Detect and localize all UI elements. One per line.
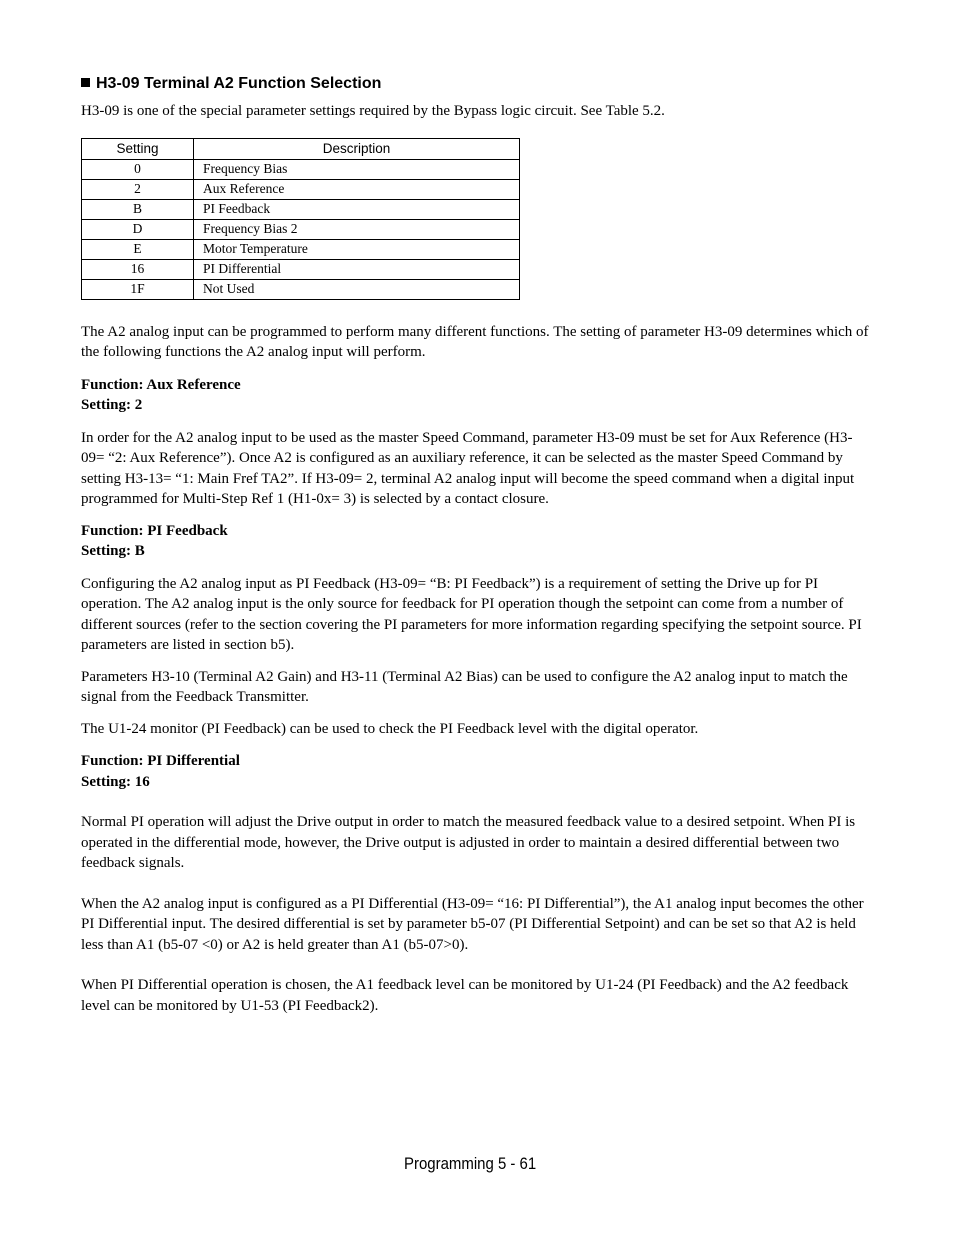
- table-header-row: [82, 138, 520, 159]
- setting-cell: D: [82, 219, 194, 239]
- section-title: H3-09 Terminal A2 Function Selection: [96, 75, 382, 92]
- table-row: [82, 199, 520, 219]
- description-cell: PI Differential: [194, 259, 520, 279]
- description-cell: Aux Reference: [194, 179, 520, 199]
- description-cell: Not Used: [194, 279, 520, 299]
- pi-feedback-paragraph-3: The U1-24 monitor (PI Feedback) can be used to check the PI Feedback level with the digital operator.: [81, 720, 699, 737]
- table-row: [82, 219, 520, 239]
- function-label-pi-differential: Function: PI Differential: [81, 753, 240, 769]
- setting-cell: 0: [82, 159, 194, 179]
- table-row: [82, 179, 520, 199]
- header-setting: Setting: [82, 138, 194, 159]
- table-row: [82, 239, 520, 259]
- aux-reference-paragraph: In order for the A2 analog input to be used as the master Speed Command, parameter H3-09 must be set for Aux Reference (H3-09= “2: Aux Reference”). Once A2 is configured as an auxiliary reference, it can be selected as the master Speed Command by setting H3-13= “1: Main Fref TA2”. If H3-09= 2, terminal A2 analog input will become the speed command when a digital input programmed for Multi-Step Ref 1 (H1-0x= 3) is selected by a contact closure.: [81, 429, 855, 507]
- page-footer: Programming 5 - 61: [404, 1154, 537, 1173]
- pi-feedback-paragraph-2: Parameters H3-10 (Terminal A2 Gain) and H3-11 (Terminal A2 Bias) can be used to configure the A2 analog input to match the signal from the Feedback Transmitter.: [81, 668, 848, 705]
- description-cell: Frequency Bias: [194, 159, 520, 179]
- setting-cell: 16: [82, 259, 194, 279]
- header-description: Description: [194, 138, 520, 159]
- description-cell: Frequency Bias 2: [194, 219, 520, 239]
- setting-label-aux-reference: Setting: 2: [81, 397, 143, 413]
- table-row: [82, 259, 520, 279]
- description-cell: PI Feedback: [194, 199, 520, 219]
- function-label-aux-reference: Function: Aux Reference: [81, 376, 241, 393]
- setting-cell: E: [82, 239, 194, 259]
- square-bullet-icon: [81, 78, 90, 87]
- description-cell: Motor Temperature: [194, 239, 520, 259]
- table-row: [82, 279, 520, 299]
- pi-feedback-paragraph-1: Configuring the A2 analog input as PI Feedback (H3-09= “B: PI Feedback”) is a requirement of setting the Drive up for PI operation. The A2 analog input is the only source for feedback for PI operation though the setpoint can come from a number of different sources (refer to the section covering the PI parameters for more information regarding specifying the setpoint source. PI parameters are listed in section b5).: [81, 575, 862, 653]
- setting-label-pi-differential: Setting: 16: [81, 773, 150, 790]
- pi-differential-paragraph-1: Normal PI operation will adjust the Drive output in order to match the measured feedback value to a desired setpoint. When PI is operated in the differential mode, however, the Drive output is adjusted in order to maintain a desired differential between two feedback signals.: [81, 814, 856, 871]
- settings-table: [81, 138, 520, 300]
- intro-paragraph: H3-09 is one of the special parameter settings required by the Bypass logic circuit. See Table 5.2.: [81, 103, 665, 119]
- pi-differential-paragraph-2: When the A2 analog input is configured as a PI Differential (H3-09= “16: PI Differential”), the A1 analog input becomes the other PI Differential input. The desired differential is set by parameter b5-07 (PI Differential Setpoint) and can be set so that A2 is held less than A1 (b5-07 <0) or A2 is held greater than A1 (b5-07>0).: [81, 895, 864, 953]
- setting-label-pi-feedback: Setting: B: [81, 543, 145, 559]
- function-label-pi-feedback: Function: PI Feedback: [81, 522, 228, 539]
- document-page: [81, 72, 871, 1016]
- setting-cell: 1F: [82, 279, 194, 299]
- table-row: [82, 159, 520, 179]
- section-heading: [81, 72, 871, 96]
- setting-cell: 2: [82, 179, 194, 199]
- overview-paragraph: The A2 analog input can be programmed to perform many different functions. The setting of parameter H3-09 determines which of the following functions the A2 analog input will perform.: [81, 323, 869, 360]
- setting-cell: B: [82, 199, 194, 219]
- pi-differential-paragraph-3: When PI Differential operation is chosen, the A1 feedback level can be monitored by U1-24 (PI Feedback) and the A2 feedback level can be monitored by U1-53 (PI Feedback2).: [81, 977, 849, 1014]
